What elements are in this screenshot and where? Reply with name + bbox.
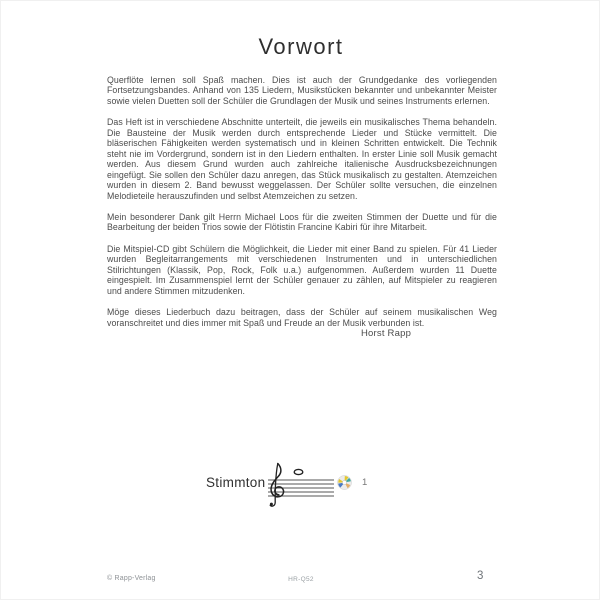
paragraph: Das Heft ist in verschiedene Abschnitte unterteilt, die jeweils ein musikalisches Thema behandeln. Die Bausteine der Musik werden durch entsprechende Lieder und Stücke vermittelt. Die bläserischen Fähigkeiten werden systematisch und in kleinen Schritten entwickelt. Die Technik steht nie im Vordergrund, sondern ist in den Liedern enthalten. In erster Linie soll Musik gemacht werden. Aus diesem Grund wurden auch zahlreiche italienische Ausdrucksbezeichnungen eingefügt. Sie sollen den Schüler dazu anregen, das Stück musikalisch zu gestalten. Atemzeichen wurden in diesem 2. Band bewusst weggelassen. Der Schüler sollte versuchen, die einzelnen Melodieteile herauszufinden und selbst Atemzeichen zu setzen. [107,117,497,201]
paragraph: Möge dieses Liederbuch dazu beitragen, dass der Schüler auf seinem musikalischen Weg voranschreitet und dies immer mit Spaß und Freude an der Musik verbunden ist. [107,307,497,328]
tuning-note-section [1,456,600,516]
paragraph: Mein besonderer Dank gilt Herrn Michael Loos für die zweiten Stimmen der Duette und für die Bearbeitung der beiden Trios sowie der Flötistin Francine Kabiri für ihre Mitarbeit. [107,211,497,233]
page-title: Vorwort [258,34,344,59]
paragraph: Querflöte lernen soll Spaß machen. Dies ist auch der Grundgedanke des vorliegenden Fortsetzungsbandes. Anhand von 135 Liedern, Musikstücken bekannter und unbekannter Meister sowie vielen Duetten soll der Schüler die Grundlagen der Musik und seines Instruments erlernen. [107,75,497,106]
page-footer [1,569,600,589]
copyright-notice: © Rapp-Verlag [107,575,156,582]
tuning-label: Stimmton [206,475,266,490]
catalog-number: HR-Q52 [288,576,314,583]
cd-track-number: 1 [362,477,368,488]
staff-lines [268,480,334,496]
author-signature: Horst Rapp [361,328,412,339]
treble-clef-icon [270,464,284,507]
page-number: 3 [477,570,484,582]
whole-note-icon [294,469,303,474]
preface-text [107,75,497,339]
cd-icon [337,475,352,490]
paragraph: Die Mitspiel-CD gibt Schülern die Möglichkeit, die Lieder mit einer Band zu spielen. Für 41 Lieder wurden Begleitarrangements mit verschiedenen Instrumenten und in unterschiedlichen Stilrichtungen (Klassik, Pop, Rock, Folk u.a.) aufgenommen. Außerdem wurden 11 Duette eingespielt. Im Zusammenspiel lernt der Schüler genauer zu zählen, auf Mitspieler zu reagieren und andere Stimmen mitzudenken. [107,243,497,296]
music-staff [264,459,336,511]
